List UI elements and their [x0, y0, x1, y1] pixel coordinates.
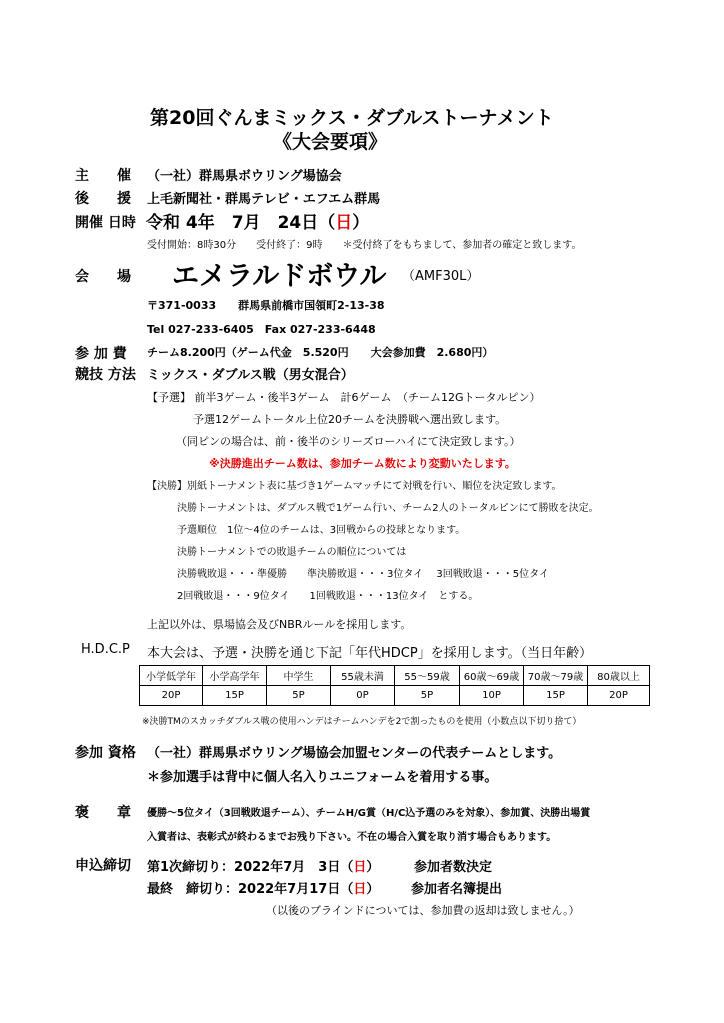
- eligibility-note: ＊参加選手は背中に個人名入りユニフォームを着用する事。: [147, 770, 498, 785]
- support-value: 上毛新聞社・群馬テレビ・エフエム群馬: [147, 192, 381, 207]
- hdcp-header-cell: 中学生: [267, 666, 331, 686]
- eligibility-label: 参加 資格: [75, 745, 136, 761]
- final-line-4: 決勝トーナメントでの敗退チームの順位については: [177, 547, 407, 558]
- hdcp-value-cell: 15P: [203, 686, 267, 706]
- hdcp-header-cell: 55～59歳: [395, 666, 460, 686]
- final-head: 【決勝】別紙トーナメント表に基づき1ゲームマッチにて対戦を行い、順位を決定致します。: [147, 481, 562, 492]
- hdcp-value-cell: 0P: [331, 686, 395, 706]
- prelim-line-2: 予選12ゲームトータル上位20チームを決勝戦へ選出致します。: [193, 413, 507, 426]
- hdcp-value-cell: 20P: [140, 686, 203, 706]
- method-label: 競技 方法: [75, 367, 136, 383]
- date-label: 開催 日時: [75, 215, 136, 231]
- deadline-final-close: ）: [366, 882, 380, 897]
- page-subtitle: 《大会要項》: [273, 131, 388, 153]
- hdcp-header-cell: 70歳～79歳: [524, 666, 588, 686]
- hdcp-intro: 本大会は、予選・決勝を通じ下記「年代HDCP」を採用します。（当日年齢）: [147, 646, 593, 661]
- hdcp-header-cell: 小学低学年: [140, 666, 203, 686]
- venue-label: 会 場: [75, 269, 131, 285]
- venue-code: （AMF30L）: [402, 269, 480, 284]
- deadline-footnote: （以後のブラインドについては、参加費の返却は致しません。）: [266, 904, 580, 917]
- deadline-label: 申込締切: [75, 858, 131, 874]
- hdcp-label: H.D.C.P: [81, 642, 130, 657]
- deadline-first: [147, 856, 379, 875]
- deadline-final: [147, 878, 379, 897]
- support-label: 後 援: [75, 191, 131, 207]
- hdcp-header-cell: 55歳未満: [331, 666, 395, 686]
- deadline-first-text: 第1次締切り：2022年7月 3日（: [147, 860, 354, 875]
- date-value: [146, 208, 369, 233]
- hdcp-value-row: [140, 686, 650, 706]
- final-line-3: 予選順位 1位～4位のチームは、3回戦からの投球となります。: [177, 525, 466, 536]
- deadline-final-day: 日: [353, 882, 367, 897]
- hdcp-header-cell: 小学高学年: [203, 666, 267, 686]
- date-main: 令和 4年 7月 24日（: [146, 213, 336, 233]
- sponsor-label: 主 催: [75, 168, 131, 184]
- prelim-line-3: （同ピンの場合は、前・後半のシリーズローハイにて決定致します。）: [176, 435, 521, 448]
- sponsor-value: （一社）群馬県ボウリング場協会: [147, 169, 342, 184]
- final-line-2: 決勝トーナメントは、ダブルス戦で1ゲーム行い、チーム2人のトータルピンにて勝敗を決定。: [177, 503, 599, 514]
- method-value: ミックス・ダブルス戦（男女混合）: [147, 368, 354, 383]
- hdcp-note: ※決勝TMのスカッチダブルス戦の使用ハンデはチームハンデを2で割ったものを使用（小数点以下切り捨て）: [142, 717, 582, 727]
- hdcp-value-cell: 15P: [524, 686, 588, 706]
- fee-value: チーム8.200円（ゲーム代金 5.520円 大会参加費 2.680円）: [147, 346, 494, 359]
- deadline-final-text: 最終 締切り：2022年7月17日（: [147, 882, 354, 897]
- fee-label: 参 加 費: [75, 346, 127, 362]
- hdcp-table: [139, 665, 650, 706]
- awards-note: 入賞者は、表彰式が終わるまでお残り下さい。不在の場合入賞を取り消す場合もあります。: [147, 832, 557, 843]
- hdcp-value-cell: 20P: [588, 686, 650, 706]
- prelim-head: 【予選】 前半3ゲーム・後半3ゲーム 計6ゲーム （チーム12Gトータルピン）: [147, 391, 541, 404]
- prelim-red-note: ※決勝進出チーム数は、参加チーム数により変動いたします。: [209, 457, 516, 470]
- hdcp-header-cell: 60歳～69歳: [460, 666, 524, 686]
- deadline-final-note: 参加者名簿提出: [411, 882, 503, 897]
- date-note: 受付開始：8時30分 受付終了：9時 ＊受付終了をもちまして、参加者の確定と致します。: [147, 240, 582, 251]
- date-day: 日: [335, 213, 353, 233]
- deadline-first-note: 参加者数決定: [414, 860, 493, 875]
- final-line-6: 2回戦敗退・・・9位タイ 1回戦敗退・・・13位タイ とする。: [177, 591, 479, 602]
- deadline-first-close: ）: [366, 860, 380, 875]
- hdcp-header-row: [140, 666, 650, 686]
- awards-value: 優勝～5位タイ（3回戦敗退チーム）、チームH/G賞（H/C込予選のみを対象）、参加賞、決勝出場賞: [147, 808, 591, 819]
- hdcp-value-cell: 10P: [460, 686, 524, 706]
- hdcp-header-cell: 80歳以上: [588, 666, 650, 686]
- date-close: ）: [352, 213, 370, 233]
- hdcp-value-cell: 5P: [267, 686, 331, 706]
- rules-note: 上記以外は、県場協会及びNBRルールを採用します。: [147, 618, 412, 631]
- page-title: 第20回ぐんまミックス・ダブルストーナメント: [150, 107, 554, 129]
- venue-tel: Tel 027-233-6405 Fax 027-233-6448: [147, 323, 376, 336]
- venue-address: 〒371-0033 群馬県前橋市国領町2-13-38: [147, 299, 385, 312]
- hdcp-value-cell: 5P: [395, 686, 460, 706]
- final-line-5: 決勝戦敗退・・・準優勝 準決勝敗退・・・3位タイ 3回戦敗退・・・5位タイ: [177, 569, 549, 580]
- awards-label: 褒 章: [75, 805, 131, 821]
- venue-name: エメラルドボウル: [172, 261, 387, 292]
- deadline-first-day: 日: [353, 860, 367, 875]
- eligibility-value: （一社）群馬県ボウリング場協会加盟センターの代表チームとします。: [147, 746, 562, 761]
